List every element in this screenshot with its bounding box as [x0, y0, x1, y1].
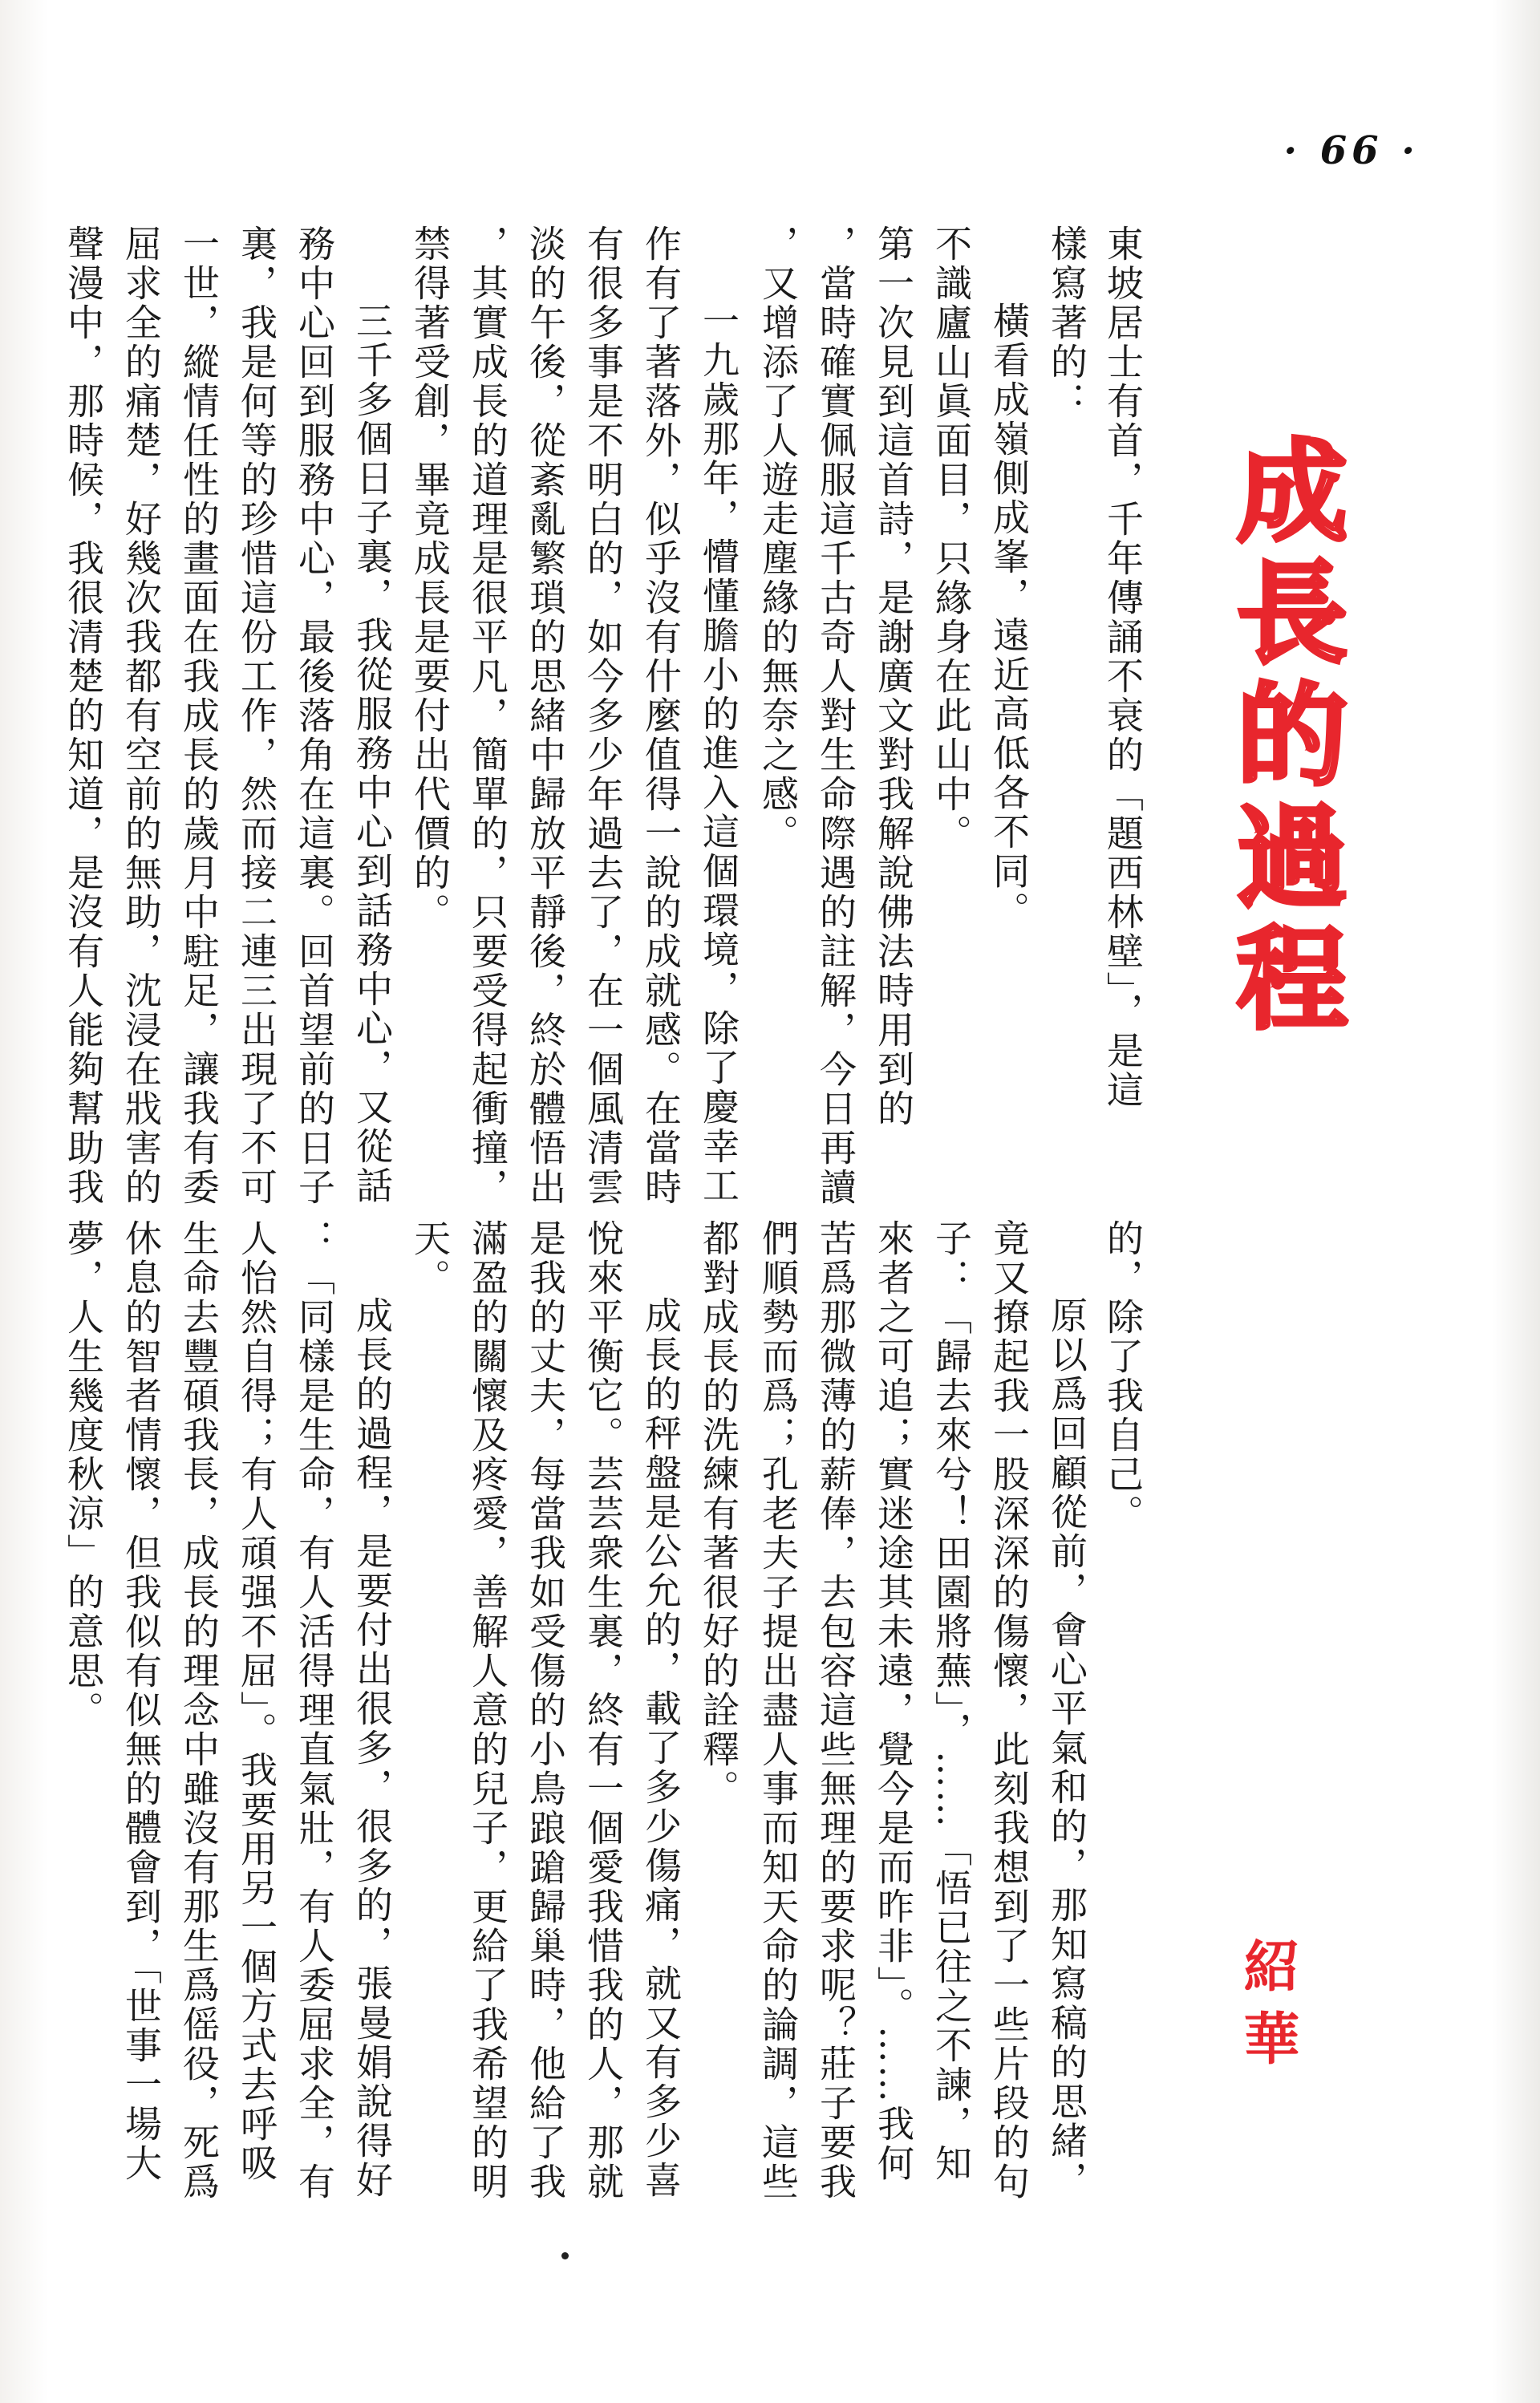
text-column: ：「同樣是生命，有人活得理直氣壯，有人委屈求全，有 [293, 1219, 336, 2202]
text-column: 作有了著落外，似乎沒有什麼值得一說的成就感。在當時 [639, 225, 683, 1207]
text-column: 有很多事是不明白的，如今多少年過去了，在一個風清雲 [582, 225, 625, 1207]
text-column: 們順勢而爲；孔老夫子提出盡人事而知天命的論調，這些 [756, 1219, 800, 2202]
text-column: 的，除了我自己。 [1101, 1219, 1145, 1534]
text-column: 苦爲那微薄的薪俸，去包容這些無理的要求呢？莊子要我 [814, 1219, 857, 2202]
text-column: 來者之可追；實迷途其未遠，覺今是而昨非」。……我何 [872, 1219, 915, 2183]
text-column: 人怡然自得；有人頑强不屈」。我要用另一個方式去呼吸 [235, 1219, 278, 2183]
text-column: 一世，縱情任性的畫面在我成長的歲月中駐足，讓我有委 [177, 225, 221, 1207]
text-column: 務中心回到服務中心，最後落角在這裏。回首望前的日子 [293, 225, 336, 1207]
text-column: 一九歲那年，懵懂膽小的進入這個環境，除了慶幸工 [697, 302, 740, 1206]
page-number: · 66 · [1283, 128, 1420, 173]
ink-dot [561, 2252, 569, 2259]
text-column: ，其實成長的道理是很平凡，簡單的，只要受得起衝撞， [466, 225, 509, 1207]
text-column: 夢，人生幾度秋涼」的意思。 [62, 1219, 105, 1730]
text-column: 成長的秤盤是公允的，載了多少傷痛，就又有多少喜 [639, 1296, 683, 2200]
text-column: 第一次見到這首詩，是謝廣文對我解說佛法時用到的 [872, 225, 915, 1129]
text-column: ，又增添了人遊走塵緣的無奈之感。 [756, 225, 800, 853]
text-column: 是我的丈夫，每當我如受傷的小鳥踉蹌歸巢時，他給了我 [524, 1219, 567, 2202]
poem-line: 橫看成嶺側成峯，遠近高低各不同。 [987, 302, 1031, 930]
article-title: 成長的過程 [1218, 433, 1348, 1043]
text-column: 成長的過程，是要付出很多，很多的，張曼娟說得好 [351, 1296, 394, 2200]
text-column: 原以爲回顧從前，會心平氣和的，那知寫稿的思緒， [1045, 1296, 1088, 2200]
text-column: 樣寫著的： [1045, 225, 1088, 421]
text-column: 悅來平衡它。芸芸衆生裏，終有一個愛我惜我的人，那就 [582, 1219, 625, 2202]
text-column: 聲漫中，那時候，我很清楚的知道，是沒有人能夠幫助我 [62, 225, 105, 1207]
text-column: 生命去豐碩我長，成長的理念中雖沒有那生爲傜役，死爲 [177, 1219, 221, 2202]
text-column: 屈求全的痛楚，好幾次我都有空前的無助，沈浸在戕害的 [120, 225, 163, 1207]
text-column: 淡的午後，從紊亂繁瑣的思緒中歸放平靜後，終於體悟出 [524, 225, 567, 1207]
text-column: 休息的智者情懷，但我似有似無的體會到，「世事一場大 [120, 1219, 163, 2183]
text-column: 禁得著受創，畢竟成長是要付出代價的。 [408, 225, 452, 932]
text-column: 子：「歸去來兮！田園將蕪」，……「悟已往之不諫，知 [930, 1219, 973, 2183]
text-column: ，當時確實佩服這千古奇人對生命際遇的註解，今日再讀 [814, 225, 857, 1207]
poem-line: 不識廬山眞面目，只緣身在此山中。 [930, 225, 973, 853]
text-column: 三千多個日子裏，我從服務中心到話務中心，又從話 [351, 302, 394, 1206]
text-column: 竟又撩起我一股深深的傷懷，此刻我想到了一些片段的句 [987, 1219, 1031, 2202]
text-column: 都對成長的洗練有著很好的詮釋。 [697, 1219, 740, 1809]
text-column: 天。 [408, 1219, 452, 1298]
author-name: 紹華 [1234, 1937, 1300, 2081]
text-column: 東坡居士有首，千年傳誦不衰的「題西林壁」，是這 [1101, 225, 1145, 1110]
text-column: 裏，我是何等的珍惜這份工作，然而接二連三出現了不可 [235, 225, 278, 1207]
text-column: 滿盈的關懷及疼愛，善解人意的兒子，更給了我希望的明 [466, 1219, 509, 2202]
